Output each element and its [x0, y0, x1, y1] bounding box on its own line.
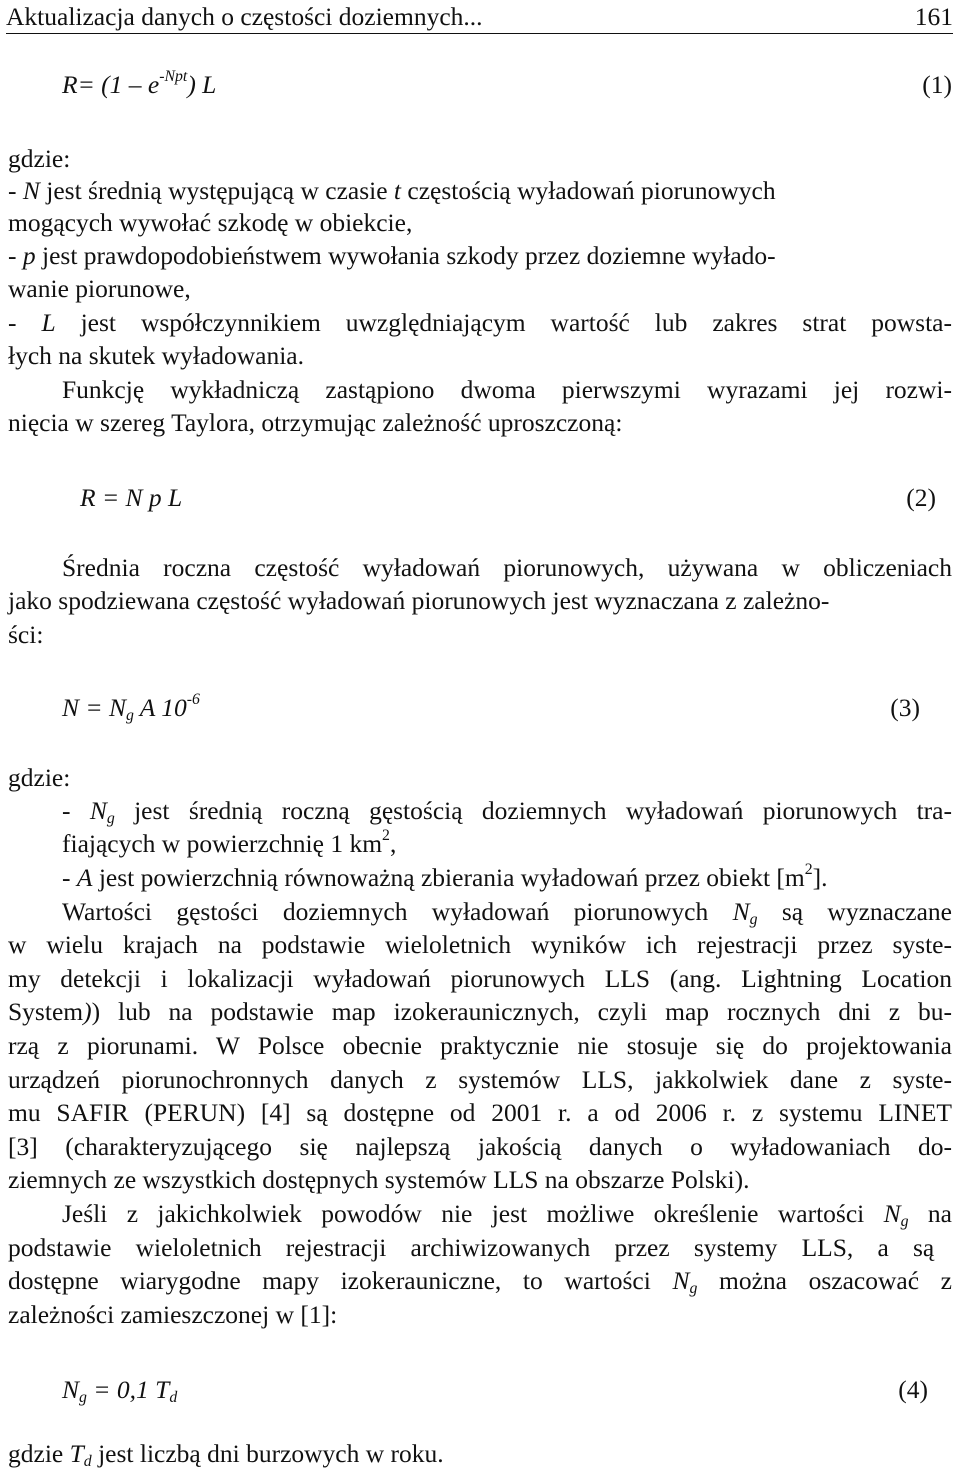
estimation-paragraph-line1: Jeśli z jakichkolwiek powodów nie jest możliwe określenie wartości $N_g$ na: [62, 1199, 952, 1230]
frequency-paragraph-line3: ści:: [8, 620, 44, 649]
equation-1: $R= (1 - e^{-Npt})$ L: [62, 68, 217, 99]
definition-L: - L jest współczynnikiem uwzględniającym wartość lub zakres strat powsta-: [8, 308, 953, 337]
equation-4: $N_g = 0,1$ $T_d$: [62, 1375, 178, 1406]
density-paragraph-line8: [3] (charakteryzującego się najlepszą jakością danych o wyładowaniach do-: [8, 1132, 952, 1161]
equation-1-number: (1): [922, 70, 952, 99]
taylor-paragraph-line2: nięcia w szereg Taylora, otrzymując zależność uproszczoną:: [8, 408, 623, 437]
taylor-paragraph-line1: Funkcję wykładniczą zastąpiono dwoma pierwszymi wyrazami jej rozwi-: [62, 375, 952, 404]
where-label-2: gdzie:: [8, 763, 71, 792]
equation-4-number: (4): [898, 1375, 928, 1404]
equation-2: R = N p L: [80, 483, 183, 512]
definition-L-line2: łych na skutek wyładowania.: [8, 341, 305, 370]
frequency-paragraph-line1: Średnia roczna częstość wyładowań piorunowych, używana w obliczeniach: [62, 553, 952, 582]
density-paragraph-line5: rzą z piorunami. W Polsce obecnie praktycznie nie stosuje się do projektowania: [8, 1031, 952, 1060]
definition-A: - A jest powierzchnią równoważną zbierania wyładowań przez obiekt $[m^2]$.: [62, 861, 828, 892]
density-paragraph-line3: my detekcji i lokalizacji wyładowań piorunowych LLS (ang. Lightning Location: [8, 964, 952, 993]
estimation-paragraph-line4: zależności zamieszczonej w [1]:: [8, 1300, 338, 1329]
definition-Ng-line2: fiających w powierzchnię 1 $km^2$,: [62, 827, 397, 858]
definition-N-line2: mogących wywołać szkodę w obiekcie,: [8, 208, 413, 237]
density-paragraph-line7: mu SAFIR (PERUN) [4] są dostępne od 2001 r. a od 2006 r. z systemu LINET: [8, 1098, 952, 1127]
estimation-paragraph-line3: dostępne wiarygodne mapy izokerauniczne, to wartości $N_g$ można oszacować z: [8, 1266, 952, 1297]
equation-3: $N = N_g$ A $10^{-6}$: [62, 691, 200, 724]
density-paragraph-line9: ziemnych ze wszystkich dostępnych systemów LLS na obszarze Polski).: [8, 1165, 750, 1194]
running-title: Aktualizacja danych o częstości doziemnych...: [6, 1, 483, 31]
definition-p-line2: wanie piorunowe,: [8, 274, 191, 303]
equation-2-number: (2): [906, 483, 936, 512]
where-label-1: gdzie:: [8, 144, 71, 173]
estimation-paragraph-line2: podstawie wieloletnich rejestracji archiwizowanych przez systemy LLS, a są: [8, 1233, 935, 1262]
density-paragraph-line6: urządzeń piorunochronnych danych z systemów LLS, jakkolwiek dane z syste-: [8, 1065, 952, 1094]
definition-Ng: - $N_g$ jest średnią roczną gęstością doziemnych wyładowań piorunowych tra-: [62, 796, 952, 827]
running-header: [6, 0, 953, 34]
equation-3-number: (3): [890, 693, 920, 722]
final-definition-Td: gdzie $T_d$ jest liczbą dni burzowych w roku.: [8, 1439, 444, 1470]
density-paragraph-line4: System)) lub na podstawie map izokeraunicznych, czyli map rocznych dni z bu-: [8, 997, 952, 1026]
definition-N: - N jest średnią występującą w czasie t częstością wyładowań piorunowych: [8, 176, 776, 205]
density-paragraph-line1: Wartości gęstości doziemnych wyładowań piorunowych $N_g$ są wyznaczane: [62, 897, 952, 928]
frequency-paragraph-line2: jako spodziewana częstość wyładowań piorunowych jest wyznaczana z zależno-: [8, 586, 830, 615]
definition-p: - p jest prawdopodobieństwem wywołania szkody przez doziemne wyłado-: [8, 241, 776, 270]
page-number: 161: [914, 1, 953, 31]
density-paragraph-line2: w wielu krajach na podstawie wieloletnich wyników ich rejestracji przez syste-: [8, 930, 952, 959]
